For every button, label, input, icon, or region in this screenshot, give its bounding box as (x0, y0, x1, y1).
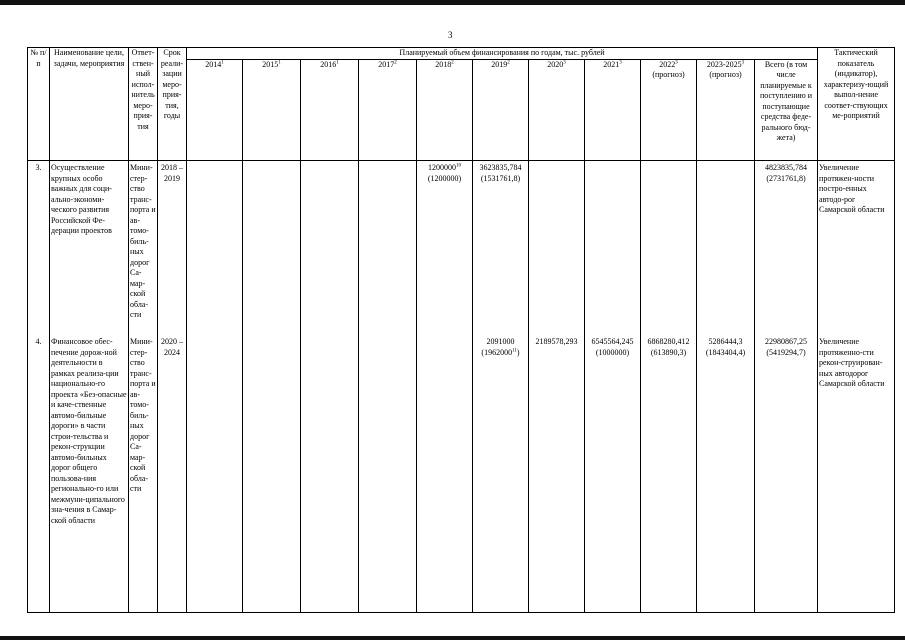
row-indicator: Увеличение протяжен-ности постро-енных автодо-рог Самарской области (818, 161, 895, 336)
header-year-2017: 2017$^2$ (359, 59, 417, 161)
header-year-2015: 2015$^1$ (243, 59, 301, 161)
header-term: Срок реали-зации меро-прия-тия, годы (158, 48, 187, 161)
header-indicator: Тактический показатель (индикатор), характеризу-ющий выпол-нение соответ-ствующих ме-роприятий (818, 48, 895, 161)
header-year-2020: 2020$^3$ (529, 59, 585, 161)
header-responsible: Ответ-ствен-ный испол-нитель меро-прия-тия (129, 48, 158, 161)
cell-2021 (585, 161, 641, 336)
cell-2019: 3623835,784 (1531761,8) (473, 161, 529, 336)
row-indicator: Увеличение протяженно-сти рекон-струирован-ных автодорог Самарской области (818, 335, 895, 613)
header-year-2019: 2019$^2$ (473, 59, 529, 161)
financing-table-wrapper (27, 47, 894, 637)
cell-2016 (301, 335, 359, 613)
financing-table (27, 47, 895, 613)
cell-2016 (301, 161, 359, 336)
cell-total: 22980867,25 (5419294,7) (755, 335, 818, 613)
table-row (28, 335, 895, 613)
cell-2020 (529, 161, 585, 336)
header-year-2023-2025: 2023-2025$^3$ (прогноз) (697, 59, 755, 161)
cell-2014 (187, 161, 243, 336)
cell-2020: 2189578,293 (529, 335, 585, 613)
cell-2018: 1200000$^{10}$ (1200000) (417, 161, 473, 336)
cell-2017 (359, 335, 417, 613)
header-year-2018: 2018$^2$ (417, 59, 473, 161)
cell-2022: 6868280,412 (613890,3) (641, 335, 697, 613)
header-planned-financing: Планируемый объем финансирования по годам, тыс. рублей (187, 48, 818, 60)
header-year-2014: 2014$^1$ (187, 59, 243, 161)
row-responsible: Мини-стер-ство транс-порта и ав-томо-биль-ных дорог Са-мар-ской обла-сти (129, 161, 158, 336)
cell-2014 (187, 335, 243, 613)
row-name: Осуществление крупных особо важных для соци-ально-экономи-ческого развития Российской Фе-дерации проектов (50, 161, 129, 336)
cell-2019: 2091000 (1962000$^{11}$) (473, 335, 529, 613)
cell-2017 (359, 161, 417, 336)
cell-2018 (417, 335, 473, 613)
cell-2015 (243, 161, 301, 336)
header-year-2022: 2022$^3$ (прогноз) (641, 59, 697, 161)
page-number: 3 (448, 30, 453, 40)
row-term: 2020 – 2024 (158, 335, 187, 613)
scan-top-edge (0, 0, 905, 5)
row-responsible: Мини-стер-ство транс-порта и ав-томо-биль-ных дорог Са-мар-ской обла-сти (129, 335, 158, 613)
header-year-2016: 2016$^1$ (301, 59, 359, 161)
cell-2015 (243, 335, 301, 613)
cell-2022 (641, 161, 697, 336)
cell-total: 4823835,784 (2731761,8) (755, 161, 818, 336)
cell-2023-2025: 5286444,3 (1843404,4) (697, 335, 755, 613)
row-name: Финансовое обес-печение дорож-ной деятельности в рамках реализа-ции национально-го проекта «Без-опасные и каче-ственные автомо-бильные дороги» в части строи-тельства и рекон-струкции автомо-бильных дорог общего пользова-ния регионально-го или межмуни-ципального зна-чения в Самар-ской области (50, 335, 129, 613)
scan-bottom-edge (0, 636, 905, 640)
header-name: Наименование цели, задачи, мероприятия (50, 48, 129, 161)
table-row (28, 161, 895, 336)
row-number: 4. (28, 335, 50, 613)
header-year-2021: 2021$^3$ (585, 59, 641, 161)
cell-2021: 6545564,245 (1000000) (585, 335, 641, 613)
row-term: 2018 – 2019 (158, 161, 187, 336)
header-no: № п/п (28, 48, 50, 161)
row-number: 3. (28, 161, 50, 336)
cell-2023-2025 (697, 161, 755, 336)
header-total: Всего (в том числе планируемые к поступлению и поступающие средства феде-рального бюд-жета) (755, 59, 818, 161)
